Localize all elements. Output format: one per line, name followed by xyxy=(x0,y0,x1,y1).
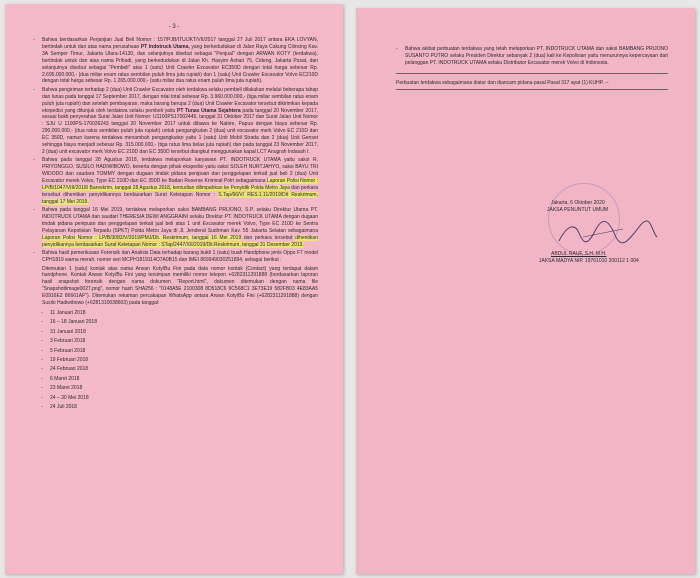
signer-title: JAKSA PENUNTUT UMUM xyxy=(547,207,609,213)
highlighted-text: S.Tap/66/V/ RES.1.11/2019/Dit Reskrimum, tanggal 17 Mei 2019. xyxy=(42,191,318,205)
page-number: - 3 - xyxy=(168,24,180,30)
date-item: - 24 – 30 Mei 2018 xyxy=(50,394,318,403)
bold-text: PT Tunas Utama Sejahtera xyxy=(176,107,241,114)
paragraph-text: Bahwa pada tanggal 16 Mei 2019, terdakwa melaporkan saksi BAMBANG PRIJONO, S.P. selaku Direktur Utama PT. INDOTRUCK UTAMA dan saudari THERESIA DEWI ANGGRAINI selaku Direktur PT. INDOTRUCK UTAMA dengan dugaan tindak pidana penipuan dan penggelapan terkait jual beli atas 1 unit Excavator merek Volvo, Type EC 210D ke Sentra Pelayanan Kepolisian Terpadu (SPKT) Polda Metro Jaya di Jl. Jenderal Sudirman Kav. 55 Jakarta Selatan sebagaimana xyxy=(42,207,318,234)
date-item: - 19 Februari 2018 xyxy=(50,356,318,365)
highlighted-text: dihentikan penyidikannya berdasarkan Surat Ketetapan Nomor : STap/2447/XII/2019/Dit.Reskrimum, tanggal 31 Desember 2019. xyxy=(42,234,318,248)
document-page-right xyxy=(356,8,695,574)
document-page-left xyxy=(5,4,343,574)
date-item: - 23 Maret 2018 xyxy=(50,384,318,393)
consequence-paragraph xyxy=(396,46,668,67)
paragraph xyxy=(33,207,318,248)
paragraph-text: Bahwa pada tanggal 28 Agustus 2018, terdakwa melaporkan karyawan PT. INDOTRUCK UTAMA yaitu saksi R. PRIYONGGO, SUSILO HADIWIBOWO, beserta dengan pihak ekspedisi yaitu saksi SOLEH NURTJAHYO, saksi BAYU TRI WIDODO dan saudara TOMMY dengan dugaan tindak pidana penipuan dan penggelapan terkait jual beli 2 (dua) Unit Excavator merek Volvo, Type EC 210D dan EC 350D ke Badan Reserse Kriminal Polri sebagaimana xyxy=(42,157,318,185)
consequence-text: Bahwa akibat perbuatan terdakwa yang telah melaporkan PT. INDOTRUCK UTAMA dan saksi BAMBANG PRIJONO SUSANTO PUTRO selaku Presiden Direktur sebanyak 2 (dua) kali ke Kepolisian yaitu menurunnya kepercayaan dari pelanggan PT. INDOTRUCK UTAMA selaku Distributor Excavator merek Volvo di Indonesia. xyxy=(405,46,668,66)
paragraph-text: pada tanggal 20 November 2017, sesuai bukti penyerahan Surat Jalan Unit Nomor: U1100PS17002445, tanggal 31 Oktober 2017 dan Surat Jalan Unit Nomor : SJU U 1100PS-170026243 tanggal 20 November 2017 untuk dibawa ke Nabire, Papua dengan biaya sebesar Rp. 290.000.000,- (dua ratus sembilan puluh juta rupiah) untuk pengangkutan 2 (dua) unit excavator merk Volvo EC 210D dan EC 350D, namun karena terdakwa menambah pengangkutan yaitu 1 (satu) Unit Mobil Strada dan 2 (dua) Unit Genset sehingga biaya menjadi sebesar Rp. 315.000.000,- (tiga ratus lima belas juta rupiah) dan pada tanggal 23 November 2017, 2 (dua) unit excavator merk Volvo EC 210D dan EC 350D tersebut diangkut menggunakan kapal LCT Anugrah Indasah I. xyxy=(42,107,318,155)
forensic-subparagraph: Ditemukan 1 (satu) kontak atas nama Arwan Koty/Bu Fini pada data nomor kontak (Contact) yang terdapat dalam handphone. Kontak Arwan Koty/Bu Fini yang tersimpan memiliki nomor telepon +6282311291888 (berdasarkan laporan hasil snapshot forensik dengan nama dokumen "Report.html", dokumen ditemukan dengan nama file "Snapshotlimage0027.png", nomor hash SHA256 : "0148A5E 2100308 8D518C6 9C568C1 3E73E19 582FB03 4E83AA5 E0916E2 86661AF"). Ditemukan rekaman percakapan WhatsApp antara Arwan Koty/Bu Fini (+6282311291888) dengan Susilo Hadiwibowo (+6281310038603) pada tanggal: xyxy=(42,265,318,307)
bullet: - xyxy=(33,86,35,93)
signer-rank: JAKSA MADYA NIP. 19761010 200112 1 004 xyxy=(539,258,639,264)
paragraph xyxy=(33,157,318,205)
paragraph xyxy=(33,250,318,264)
paragraph-text: Bahwa hasil pemeriksaan Forensik dan Analisis Data terhadap barang bukti 1 (satu) buah Handphone jenis Oppo F7 model CPH1819 warna merah, nomor seri MCPH1819114O7A0B15 dan IMEI 869949030251894, sebagai berikut : xyxy=(42,250,318,264)
bullet: - xyxy=(33,37,35,43)
date-item: - 11 Januari 2018 xyxy=(50,309,318,318)
divider-line xyxy=(396,73,668,74)
date-item: - 6 Maret 2018 xyxy=(50,375,318,384)
date-item: - 3 Februari 2018 xyxy=(50,337,318,346)
paragraph-list xyxy=(33,37,318,264)
paragraph-text: Bahwa berdasarkan Perjanjian Jual Beli Nomor : 157/PJB/ITU/JKT/VII/2017 tanggal 27 Juli 2017 antara EKA LOVYAN, bertindak untuk dan atas nama perusahaan xyxy=(42,37,318,50)
left-body-text xyxy=(33,37,318,412)
date-item: - 5 Februari 2018 xyxy=(50,347,318,356)
date-item: - 24 Juli 2018 xyxy=(50,403,318,412)
bold-text: PT Indotruck Utama, xyxy=(140,43,190,50)
handwritten-signature xyxy=(553,217,663,251)
signature-block xyxy=(539,200,679,265)
highlighted-text: Laporan Polisi Nomor : LP/B/3082/V/2019/PMJ/Dit. Reskrimum, tanggal 16 Mei 2019 xyxy=(42,234,242,241)
paragraph xyxy=(33,87,318,156)
highlighted-text: Laporan Polisi Nomor : LP/B/1047/VIII/2018/ Bareskrim, tanggal 28 Agustus 2018, kemudian dilimpahkan ke Penyidik Polda Metro Jaya xyxy=(42,178,318,192)
paragraph-text: Bahwa pengiriman terhadap 2 (dua) Unit Crawler Excavator oleh terdakwa selaku pembeli dilakukan melalui beberapa tahap dan lunas pada tanggal 17 September 2017, dengan nilai total sebesar Rp. 3.960.000.000,- (tiga miliar sembilan ratus enam puluh juta rupiah) dan setelah pembayaran, maka barang berupa 2 (dua) Unit Crawler Excavator tersebut dikirimkan kepada ekspedisi yang ditunjuk oleh terdakwa selaku pembeli yaitu xyxy=(42,86,318,114)
bullet: - xyxy=(396,46,398,52)
paragraph-text: dan perkara tersebut dihentikan penyidikannya berdasarkan Surat Ketetapan Nomor : xyxy=(42,185,318,198)
bullet: - xyxy=(33,250,35,257)
date-item: - 31 Januari 2018 xyxy=(50,328,318,337)
bullet: - xyxy=(33,157,35,164)
paragraph xyxy=(33,37,318,85)
signer-name: ABDUL RAUF, S.H.,M.H. xyxy=(551,251,607,257)
right-body-text xyxy=(396,46,668,90)
statute-text: Perbuatan terdakwa sebagaimana diatur dan diancam pidana pasal Pasal 317 ayat (1) KUHP. -- xyxy=(396,79,609,86)
place-date: Jakarta, 6 Oktober 2020 xyxy=(551,200,605,206)
paragraph-text: dan perkara tersebut xyxy=(241,234,296,241)
paragraph-text: yang berkedudukan di Jalan Raya Cakung Cilincing Kav. 3A Semper Timur, Jakarta Utara-14130, dan selanjutnya disebut sebagai "Penjual" dengan ARWAN KOTY (terdakwa), bertindak untuk dan atas nama Pribadi, yang berkedudukan di Jalan Kh. Hasyim Ashari 75, Cideng, Jakarta Pusat, dan selanjutnya disebut sebagai "Pembeli" atas 1 (satu) Unit Crawler Excavator EC350D dengan total harga sebesar Rp. 2.695.000.000,- (dua miliar enam ratus sembilan puluh lima juta rupiah) dan 1 (satu) Unit Crawler Excavator Volvo EC210D dengan total harga sebesar Rp. 1.265.000.000,- (satu miliar dua ratus enam puluh lima juta rupiah). xyxy=(42,43,318,85)
whatsapp-date-list xyxy=(33,309,318,412)
bullet: - xyxy=(33,207,35,214)
divider-line xyxy=(396,89,668,90)
date-item: - 24 Februari 2018 xyxy=(50,365,318,374)
date-item: - 16 – 18 Januari 2018 xyxy=(50,318,318,327)
